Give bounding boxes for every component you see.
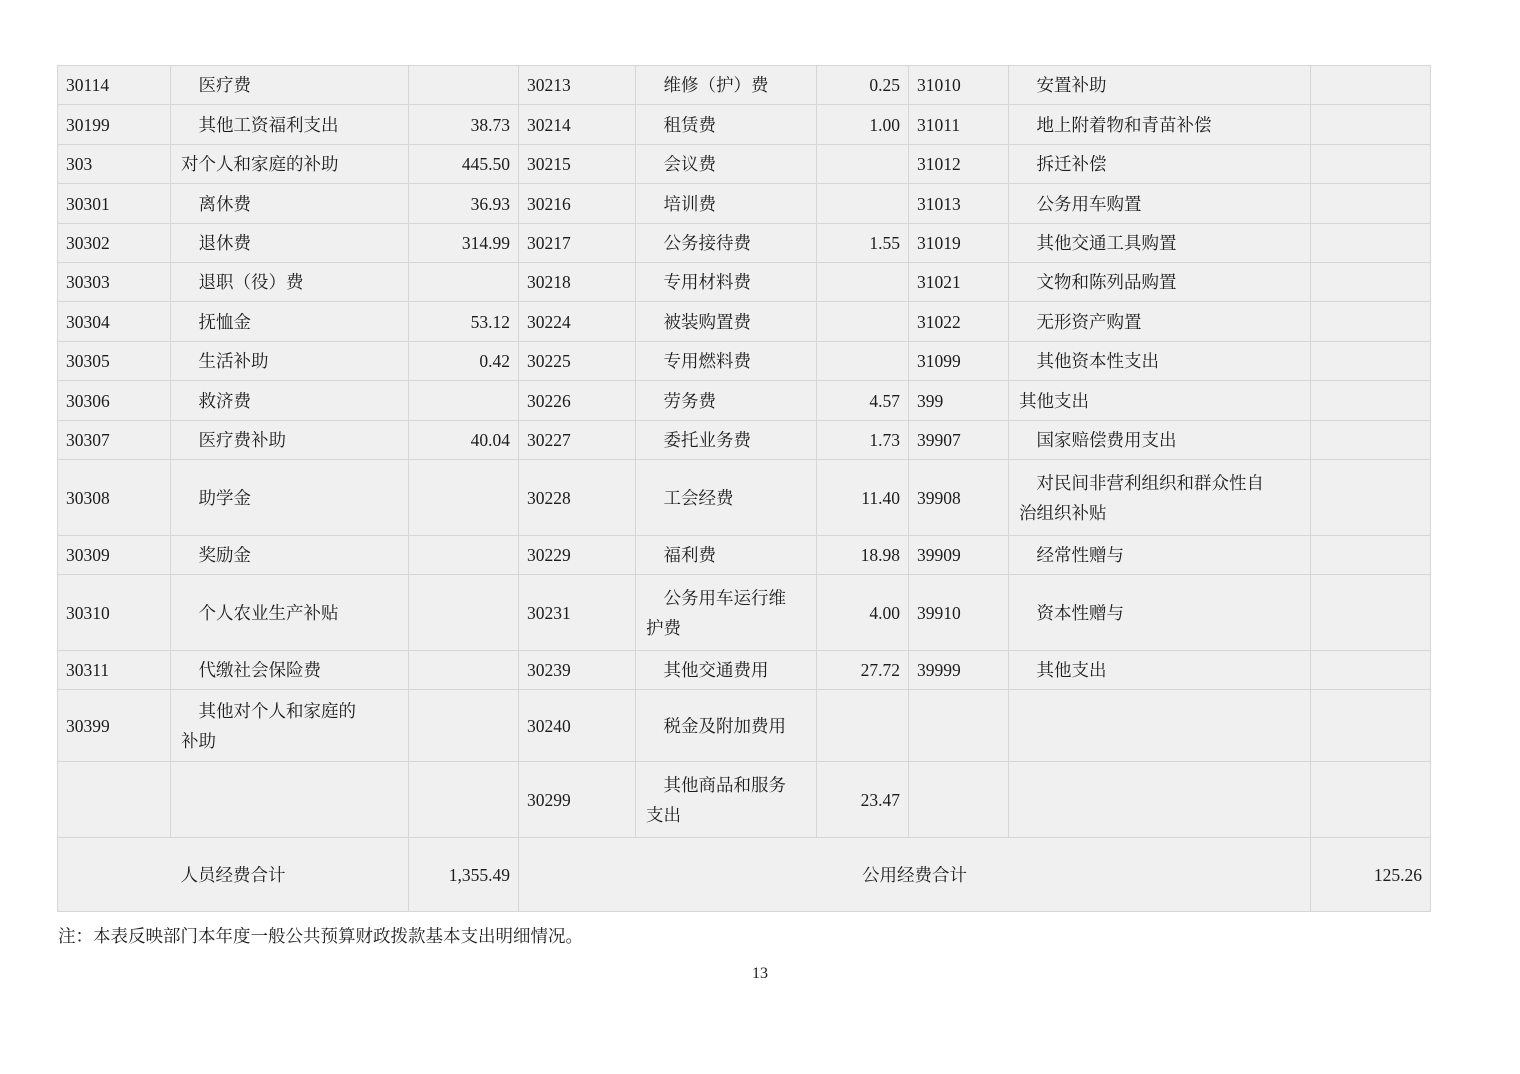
amount-cell — [409, 762, 519, 838]
subject-name-cell: 奖励金 — [171, 536, 409, 575]
subject-code-cell: 30114 — [58, 66, 171, 105]
subject-code-cell: 31019 — [909, 224, 1009, 263]
table-row — [58, 145, 1431, 184]
personnel-total-amount-cell: 1,355.49 — [409, 838, 519, 912]
subject-name-cell: 对个人和家庭的补助 — [171, 145, 409, 184]
subject-name-cell: 福利费 — [636, 536, 817, 575]
table-row — [58, 421, 1431, 460]
subject-code-cell — [909, 690, 1009, 762]
subject-code-cell: 303 — [58, 145, 171, 184]
subject-name-cell: 税金及附加费用 — [636, 690, 817, 762]
subject-name-cell: 其他交通工具购置 — [1009, 224, 1311, 263]
subject-name-cell: 国家赔偿费用支出 — [1009, 421, 1311, 460]
subject-code-cell: 30229 — [519, 536, 636, 575]
subject-code-cell: 30304 — [58, 302, 171, 342]
subject-code-cell: 30227 — [519, 421, 636, 460]
subject-name-cell: 其他支出 — [1009, 651, 1311, 690]
amount-cell: 27.72 — [817, 651, 909, 690]
subject-name-cell: 被装购置费 — [636, 302, 817, 342]
amount-cell — [1311, 224, 1431, 263]
subject-code-cell: 30299 — [519, 762, 636, 838]
subject-name-cell: 退职（役）费 — [171, 263, 409, 302]
subject-name-cell: 医疗费 — [171, 66, 409, 105]
public-total-amount-cell: 125.26 — [1311, 838, 1431, 912]
totals-row — [58, 838, 1431, 912]
subject-code-cell: 31022 — [909, 302, 1009, 342]
subject-code-cell: 30225 — [519, 342, 636, 381]
subject-code-cell: 30310 — [58, 575, 171, 651]
table-row — [58, 460, 1431, 536]
table-row — [58, 224, 1431, 263]
amount-cell — [1311, 184, 1431, 224]
subject-code-cell: 30217 — [519, 224, 636, 263]
amount-cell: 40.04 — [409, 421, 519, 460]
subject-name-cell: 公务接待费 — [636, 224, 817, 263]
subject-name-cell: 公务用车运行维护费 — [636, 575, 817, 651]
table-row — [58, 302, 1431, 342]
subject-code-cell: 30226 — [519, 381, 636, 421]
amount-cell — [817, 342, 909, 381]
subject-code-cell: 31013 — [909, 184, 1009, 224]
amount-cell — [1311, 651, 1431, 690]
subject-name-cell: 生活补助 — [171, 342, 409, 381]
table-row — [58, 184, 1431, 224]
subject-name-cell: 其他交通费用 — [636, 651, 817, 690]
table-row — [58, 690, 1431, 762]
subject-code-cell — [58, 762, 171, 838]
subject-code-cell: 30224 — [519, 302, 636, 342]
subject-code-cell: 30301 — [58, 184, 171, 224]
subject-name-cell: 租赁费 — [636, 105, 817, 145]
subject-code-cell: 30302 — [58, 224, 171, 263]
subject-code-cell: 31012 — [909, 145, 1009, 184]
table-footnote: 注：本表反映部门本年度一般公共预算财政拨款基本支出明细情况。 — [58, 926, 583, 946]
amount-cell — [1311, 762, 1431, 838]
amount-cell — [1311, 421, 1431, 460]
amount-cell — [817, 690, 909, 762]
subject-code-cell: 30240 — [519, 690, 636, 762]
subject-name-cell: 其他工资福利支出 — [171, 105, 409, 145]
amount-cell: 53.12 — [409, 302, 519, 342]
amount-cell — [409, 381, 519, 421]
subject-code-cell: 30399 — [58, 690, 171, 762]
amount-cell: 1.73 — [817, 421, 909, 460]
budget-table-body — [58, 66, 1431, 912]
amount-cell: 23.47 — [817, 762, 909, 838]
amount-cell: 445.50 — [409, 145, 519, 184]
table-row — [58, 536, 1431, 575]
subject-name-cell: 救济费 — [171, 381, 409, 421]
subject-code-cell: 399 — [909, 381, 1009, 421]
subject-name-cell: 专用材料费 — [636, 263, 817, 302]
subject-name-cell: 专用燃料费 — [636, 342, 817, 381]
subject-code-cell: 39907 — [909, 421, 1009, 460]
subject-name-cell: 其他商品和服务支出 — [636, 762, 817, 838]
subject-name-cell: 离休费 — [171, 184, 409, 224]
subject-code-cell: 31099 — [909, 342, 1009, 381]
subject-name-cell: 文物和陈列品购置 — [1009, 263, 1311, 302]
amount-cell — [1311, 263, 1431, 302]
amount-cell — [409, 263, 519, 302]
subject-name-cell: 退休费 — [171, 224, 409, 263]
amount-cell: 1.00 — [817, 105, 909, 145]
subject-name-cell: 无形资产购置 — [1009, 302, 1311, 342]
table-row — [58, 66, 1431, 105]
subject-code-cell: 30218 — [519, 263, 636, 302]
amount-cell: 0.25 — [817, 66, 909, 105]
amount-cell — [1311, 381, 1431, 421]
subject-code-cell: 31021 — [909, 263, 1009, 302]
table-row — [58, 381, 1431, 421]
subject-code-cell: 30199 — [58, 105, 171, 145]
subject-name-cell: 对民间非营利组织和群众性自治组织补贴 — [1009, 460, 1311, 536]
subject-name-cell: 会议费 — [636, 145, 817, 184]
subject-name-cell: 其他对个人和家庭的补助 — [171, 690, 409, 762]
subject-name-cell: 劳务费 — [636, 381, 817, 421]
subject-name-cell: 地上附着物和青苗补偿 — [1009, 105, 1311, 145]
amount-cell — [409, 690, 519, 762]
amount-cell — [1311, 66, 1431, 105]
subject-name-cell: 其他支出 — [1009, 381, 1311, 421]
subject-name-cell: 抚恤金 — [171, 302, 409, 342]
subject-code-cell: 30239 — [519, 651, 636, 690]
subject-code-cell: 30213 — [519, 66, 636, 105]
subject-code-cell: 30214 — [519, 105, 636, 145]
amount-cell — [1311, 536, 1431, 575]
subject-code-cell: 30303 — [58, 263, 171, 302]
budget-detail-table — [57, 65, 1431, 912]
subject-code-cell: 30215 — [519, 145, 636, 184]
subject-code-cell: 30308 — [58, 460, 171, 536]
subject-code-cell: 30306 — [58, 381, 171, 421]
subject-code-cell: 31011 — [909, 105, 1009, 145]
amount-cell: 36.93 — [409, 184, 519, 224]
subject-code-cell: 30305 — [58, 342, 171, 381]
subject-name-cell: 维修（护）费 — [636, 66, 817, 105]
page-number: 13 — [752, 965, 768, 982]
subject-code-cell — [909, 762, 1009, 838]
amount-cell — [1311, 302, 1431, 342]
subject-name-cell: 工会经费 — [636, 460, 817, 536]
amount-cell — [817, 184, 909, 224]
subject-name-cell: 个人农业生产补贴 — [171, 575, 409, 651]
subject-name-cell: 助学金 — [171, 460, 409, 536]
amount-cell — [409, 575, 519, 651]
subject-name-cell: 医疗费补助 — [171, 421, 409, 460]
amount-cell — [409, 536, 519, 575]
amount-cell: 18.98 — [817, 536, 909, 575]
subject-code-cell: 31010 — [909, 66, 1009, 105]
amount-cell — [1311, 690, 1431, 762]
amount-cell: 4.00 — [817, 575, 909, 651]
amount-cell — [1311, 460, 1431, 536]
subject-code-cell: 39910 — [909, 575, 1009, 651]
table-row — [58, 105, 1431, 145]
subject-name-cell: 拆迁补偿 — [1009, 145, 1311, 184]
subject-code-cell: 39909 — [909, 536, 1009, 575]
subject-name-cell: 其他资本性支出 — [1009, 342, 1311, 381]
amount-cell — [1311, 342, 1431, 381]
amount-cell — [1311, 145, 1431, 184]
amount-cell: 0.42 — [409, 342, 519, 381]
subject-name-cell: 经常性赠与 — [1009, 536, 1311, 575]
subject-code-cell: 39908 — [909, 460, 1009, 536]
amount-cell — [817, 302, 909, 342]
subject-name-cell — [1009, 690, 1311, 762]
subject-name-cell: 安置补助 — [1009, 66, 1311, 105]
amount-cell — [817, 263, 909, 302]
amount-cell — [1311, 575, 1431, 651]
table-row — [58, 263, 1431, 302]
subject-name-cell: 资本性赠与 — [1009, 575, 1311, 651]
amount-cell: 314.99 — [409, 224, 519, 263]
subject-code-cell: 30228 — [519, 460, 636, 536]
subject-code-cell: 30311 — [58, 651, 171, 690]
table-row — [58, 342, 1431, 381]
subject-code-cell: 30309 — [58, 536, 171, 575]
subject-name-cell: 培训费 — [636, 184, 817, 224]
amount-cell — [409, 651, 519, 690]
subject-name-cell: 委托业务费 — [636, 421, 817, 460]
subject-code-cell: 39999 — [909, 651, 1009, 690]
table-row — [58, 762, 1431, 838]
amount-cell: 11.40 — [817, 460, 909, 536]
subject-name-cell: 代缴社会保险费 — [171, 651, 409, 690]
amount-cell — [409, 460, 519, 536]
subject-name-cell — [1009, 762, 1311, 838]
subject-code-cell: 30307 — [58, 421, 171, 460]
table-row — [58, 575, 1431, 651]
amount-cell: 4.57 — [817, 381, 909, 421]
table-row — [58, 651, 1431, 690]
subject-name-cell — [171, 762, 409, 838]
personnel-total-label-cell: 人员经费合计 — [58, 838, 409, 912]
subject-code-cell: 30216 — [519, 184, 636, 224]
amount-cell: 1.55 — [817, 224, 909, 263]
amount-cell: 38.73 — [409, 105, 519, 145]
subject-name-cell: 公务用车购置 — [1009, 184, 1311, 224]
amount-cell — [1311, 105, 1431, 145]
public-total-label-cell: 公用经费合计 — [519, 838, 1311, 912]
subject-code-cell: 30231 — [519, 575, 636, 651]
amount-cell — [409, 66, 519, 105]
amount-cell — [817, 145, 909, 184]
